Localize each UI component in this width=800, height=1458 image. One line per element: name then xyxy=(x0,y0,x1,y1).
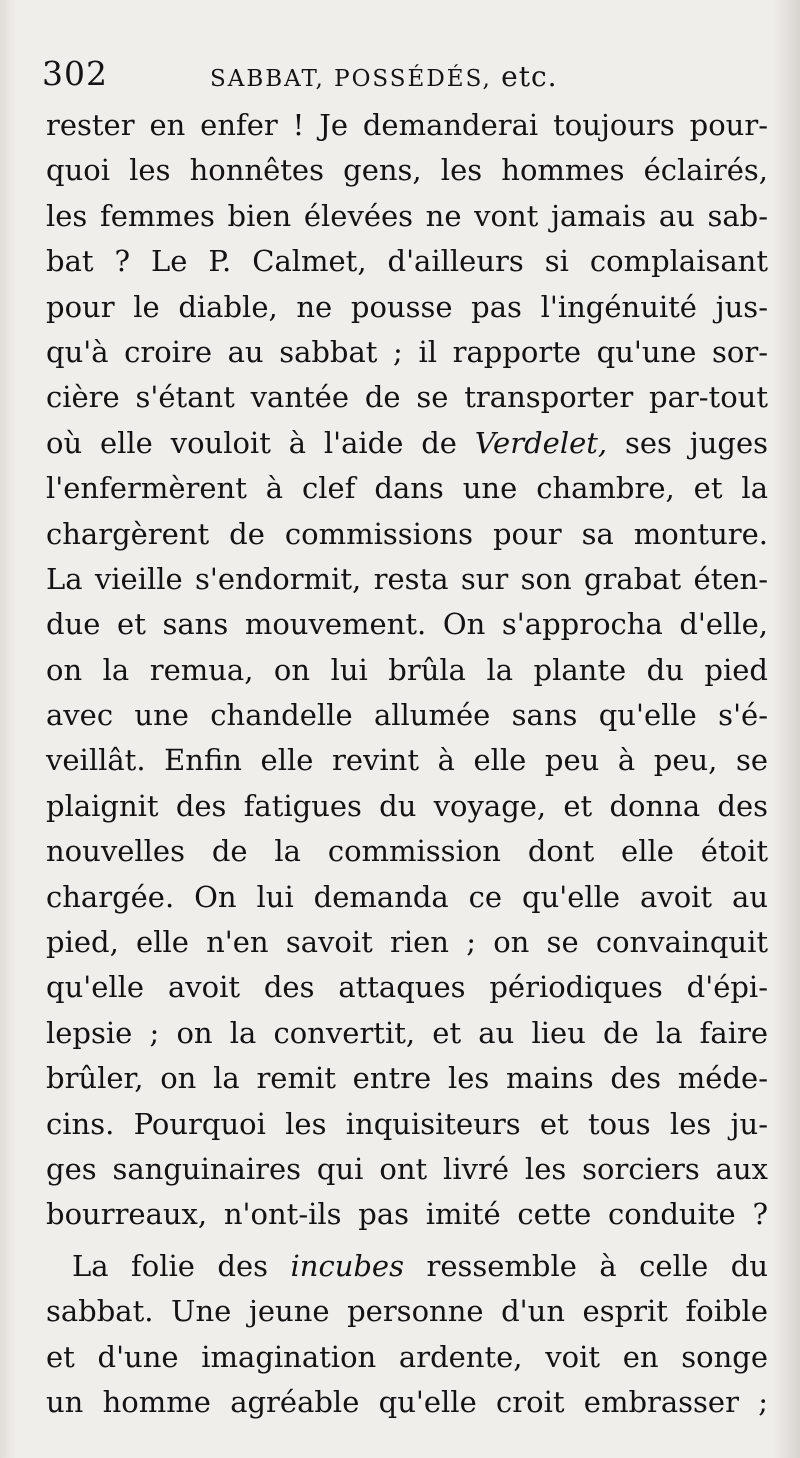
text-segment: où elle vouloit à l'aide de xyxy=(46,425,457,460)
text-line: chargèrent de commissions pour sa monture. xyxy=(46,516,768,551)
text-line: bat ? Le P. Calmet, d'ailleurs si complaisant xyxy=(46,244,768,279)
running-head-title: SABBAT, POSSÉDÉS, xyxy=(210,66,492,92)
text-line: qu'elle avoit des attaques périodiques d'épi- xyxy=(46,970,768,1005)
text-line: brûler, on la remit entre les mains des méde- xyxy=(46,1061,768,1096)
text-segment: La folie des xyxy=(72,1248,269,1283)
text-line: due et sans mouvement. On s'approcha d'elle, xyxy=(46,607,768,642)
running-head xyxy=(210,60,558,93)
text-line: quoi les honnêtes gens, les hommes éclairés, xyxy=(46,153,768,188)
body-text xyxy=(46,103,768,1425)
text-line: rester en enfer ! Je demanderai toujours pour- xyxy=(46,108,768,142)
text-line: avec une chandelle allumée sans qu'elle s'é- xyxy=(46,698,768,733)
page-number: 302 xyxy=(42,54,108,93)
text-line: pour le diable, ne pousse pas l'ingénuité jus- xyxy=(46,289,768,324)
italic-name: Verdelet, xyxy=(474,425,608,460)
text-line: lepsie ; on la convertit, et au lieu de la faire xyxy=(46,1015,768,1050)
text-segment: ses juges xyxy=(624,425,769,460)
text-line: veillât. Enfin elle revint à elle peu à peu, se xyxy=(46,743,768,778)
text-line xyxy=(46,1244,768,1289)
running-head-tail: etc. xyxy=(501,60,558,93)
text-line: ges sanguinaires qui ont livré les sorciers aux xyxy=(46,1151,768,1186)
page-shadow-right xyxy=(772,0,800,1458)
text-line: La vieille s'endormit, resta sur son grabat éten- xyxy=(46,561,768,596)
text-line: cière s'étant vantée de se transporter par-tout xyxy=(46,380,768,415)
text-line: cins. Pourquoi les inquisiteurs et tous les ju- xyxy=(46,1106,768,1141)
page-shadow-left xyxy=(0,0,16,1458)
text-line: et d'une imagination ardente, voit en songe xyxy=(46,1339,768,1374)
text-line xyxy=(46,421,768,466)
text-line: chargée. On lui demanda ce qu'elle avoit au xyxy=(46,879,768,914)
text-line: pied, elle n'en savoit rien ; on se convainquit xyxy=(46,925,768,960)
text-line: nouvelles de la commission dont elle étoit xyxy=(46,834,768,869)
text-line: qu'à croire au sabbat ; il rapporte qu'une sor- xyxy=(46,334,768,369)
text-line: les femmes bien élevées ne vont jamais au sab- xyxy=(46,198,768,233)
text-line: plaignit des fatigues du voyage, et donna des xyxy=(46,788,768,823)
italic-word: incubes xyxy=(290,1248,404,1283)
text-segment: ressemble à celle du xyxy=(426,1248,768,1283)
text-line: bourreaux, n'ont-ils pas imité cette conduite ? xyxy=(46,1197,768,1232)
text-line: un homme agréable qu'elle croit embrasser ; xyxy=(46,1384,768,1419)
page-header xyxy=(42,52,762,102)
text-line: l'enfermèrent à clef dans une chambre, et la xyxy=(46,471,768,506)
text-line: sabbat. Une jeune personne d'un esprit foible xyxy=(46,1294,768,1329)
text-line: on la remua, on lui brûla la plante du pied xyxy=(46,652,768,687)
